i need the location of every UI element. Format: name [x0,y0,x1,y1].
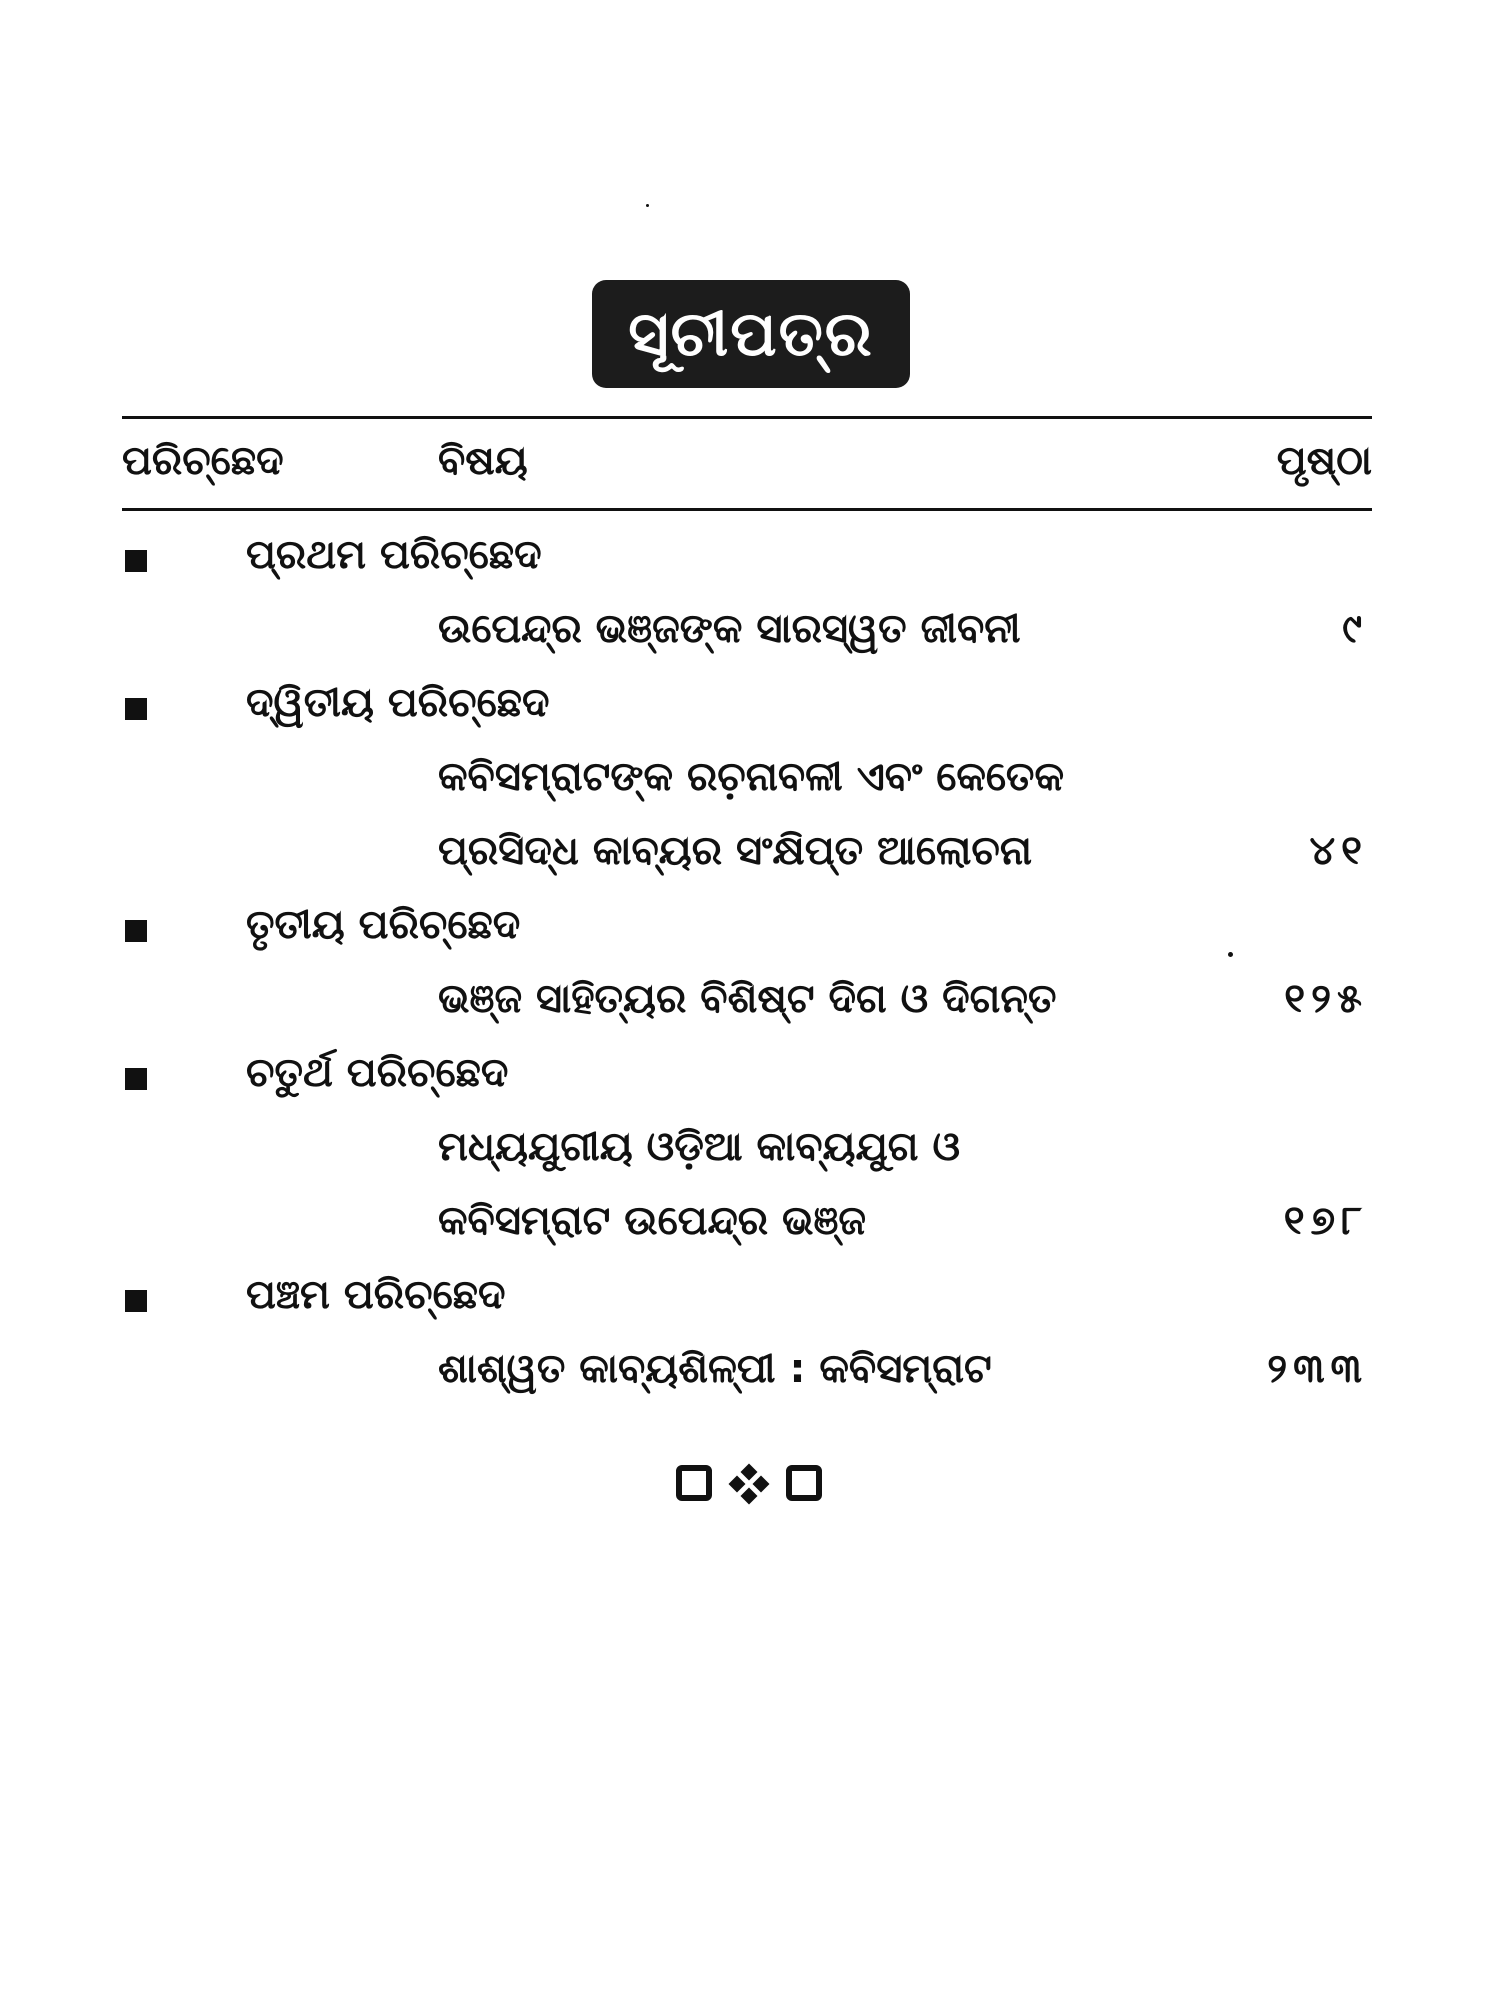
chapter-heading-row [0,522,1500,596]
toc-entry-row [0,818,1500,892]
toc-entry-row [0,744,1500,818]
toc-entry-title: କବିସମ୍ରାଟଙ୍କ ରଚ଼ନାବଳୀ ଏବଂ କେତେକ [438,754,1065,800]
page-title: ସୂଚୀପତ୍ର [628,297,874,370]
square-bullet-icon [125,920,147,942]
chapter-heading-row [0,892,1500,966]
toc-entry-title: କବିସମ୍ରାଟ ଉପେନ୍ଦ୍ର ଭଞ୍ଜ [438,1198,867,1244]
page-number: ୧୭୮ [1283,1198,1368,1244]
toc-entry-title: ଭଞ୍ଜ ସାହିତ୍ୟର ବିଶିଷ୍ଟ ଦିଗ ଓ ଦିଗନ୍ତ [438,976,1057,1022]
toc-list [0,522,1500,1410]
page-number: ୨୩୩ [1267,1346,1368,1392]
ink-speck [646,204,649,207]
header-subject-label: ବିଷୟ [438,438,528,484]
square-bullet-icon [125,550,147,572]
header-page-label: ପୃଷ୍ଠା [1276,438,1372,484]
square-bullet-icon [125,1068,147,1090]
ink-speck [1228,952,1233,957]
toc-entry-row [0,966,1500,1040]
header-chapter-label: ପରିଚ୍ଛେଦ [122,438,284,484]
header-bottom-rule [122,508,1372,511]
toc-entry-title: ପ୍ରସିଦ୍ଧ କାବ୍ୟର ସଂକ୍ଷିପ୍ତ ଆଲୋଚନା [438,828,1032,874]
title-box [592,280,910,388]
toc-entry-row [0,1114,1500,1188]
ornament-divider-icon [676,1462,824,1506]
toc-entry-title: ଉପେନ୍ଦ୍ର ଭଞ୍ଜଙ୍କ ସାରସ୍ୱତ ଜୀବନୀ [438,606,1021,652]
header-top-rule [122,416,1372,419]
chapter-heading-row [0,1040,1500,1114]
chapter-title: ଦ୍ୱିତୀୟ ପରିଚ୍ଛେଦ [246,680,550,726]
chapter-title: ଚତୁର୍ଥ ପରିଚ୍ଛେଦ [246,1050,509,1096]
page-number: ୧୨୫ [1284,976,1368,1022]
chapter-heading-row [0,670,1500,744]
square-bullet-icon [125,698,147,720]
toc-entry-title: ମଧ୍ୟଯୁଗୀୟ ଓଡ଼ିଆ କାବ୍ୟଯୁଗ ଓ [438,1124,961,1170]
toc-entry-row [0,1188,1500,1262]
chapter-title: ତୃତୀୟ ପରିଚ୍ଛେଦ [246,902,521,948]
toc-entry-title: ଶାଶ୍ୱତ କାବ୍ୟଶିଳ୍ପୀ : କବିସମ୍ରାଟ [438,1346,992,1392]
page-number: ୯ [1342,606,1368,652]
chapter-title: ପ୍ରଥମ ପରିଚ୍ଛେଦ [246,532,542,578]
toc-entry-row [0,1336,1500,1410]
square-bullet-icon [125,1290,147,1312]
page-number: ୪୧ [1309,828,1368,874]
chapter-title: ପଞ୍ଚମ ପରିଚ୍ଛେଦ [246,1272,506,1318]
toc-entry-row [0,596,1500,670]
chapter-heading-row [0,1262,1500,1336]
